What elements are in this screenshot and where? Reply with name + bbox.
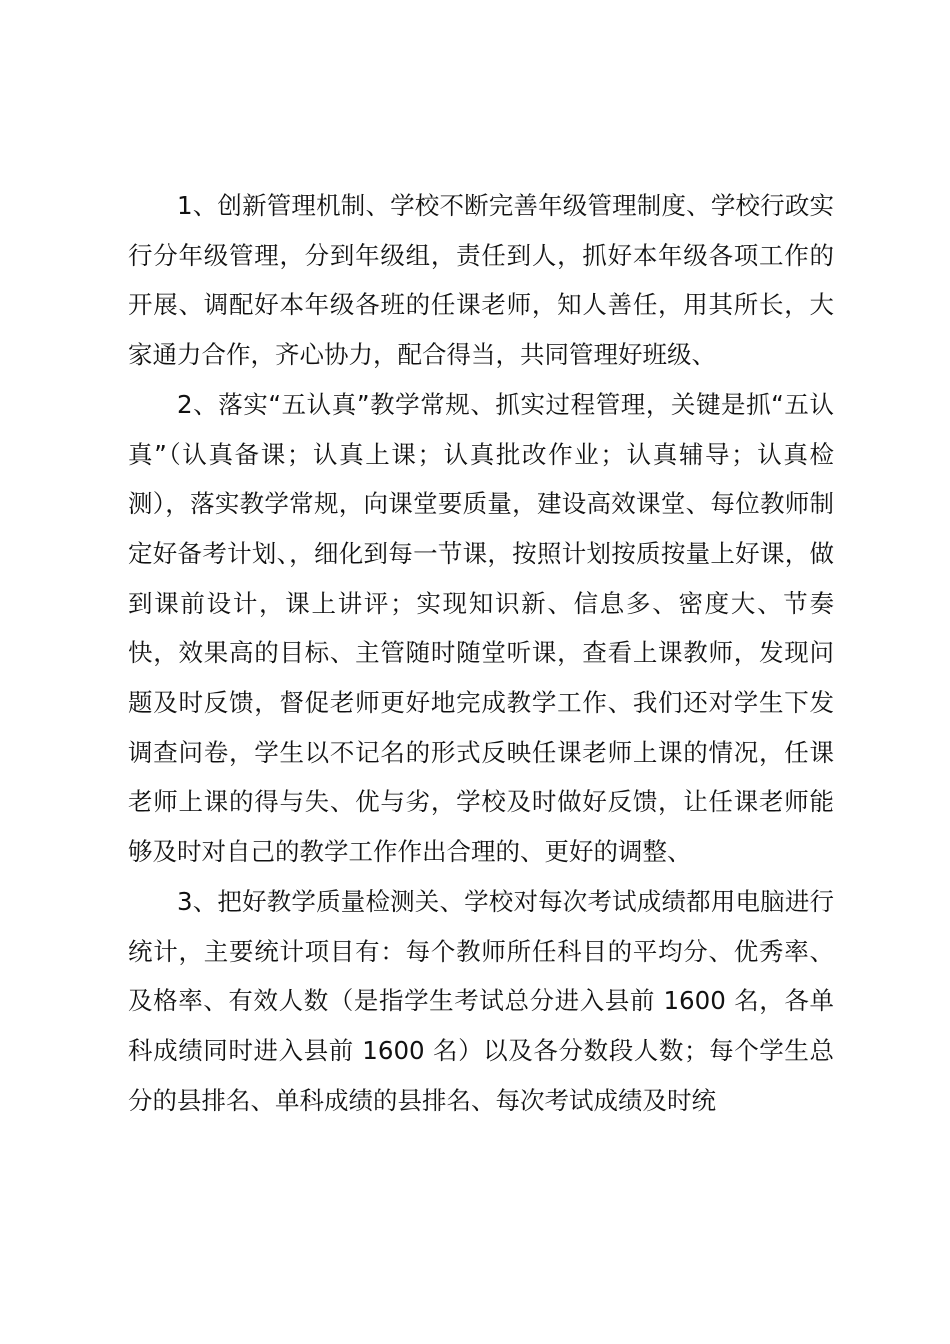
document-body	[128, 181, 834, 1125]
paragraph-2: 2、落实“五认真”教学常规、抓实过程管理，关键是抓“五认真”（认真备课；认真上课；认真批改作业；认真辅导；认真检测），落实教学常规，向课堂要质量，建设高效课堂、每位教师制定好备考计划、，细化到每一节课，按照计划按质按量上好课，做到课前设计，课上讲评；实现知识新、信息多、密度大、节奏快，效果高的目标、主管随时随堂听课，查看上课教师，发现问题及时反馈，督促老师更好地完成教学工作、我们还对学生下发调查问卷，学生以不记名的形式反映任课老师上课的情况，任课老师上课的得与失、优与劣，学校及时做好反馈，让任课老师能够及时对自己的教学工作作出合理的、更好的调整、	[128, 389, 834, 867]
paragraph-1: 1、创新管理机制、学校不断完善年级管理制度、学校行政实行分年级管理，分到年级组，责任到人，抓好本年级各项工作的开展、调配好本年级各班的任课老师，知人善任，用其所长，大家通力合作，齐心协力，配合得当，共同管理好班级、	[128, 191, 834, 370]
paragraph-3: 3、把好教学质量检测关、学校对每次考试成绩都用电脑进行统计，主要统计项目有：每个教师所任科目的平均分、优秀率、及格率、有效人数（是指学生考试总分进入县前 1600 名，各单科成绩同时进入县前 1600 名）以及各分数段人数；每个学生总分的县排名、单科成绩的县排名、每次考试成绩及时统	[128, 886, 834, 1115]
